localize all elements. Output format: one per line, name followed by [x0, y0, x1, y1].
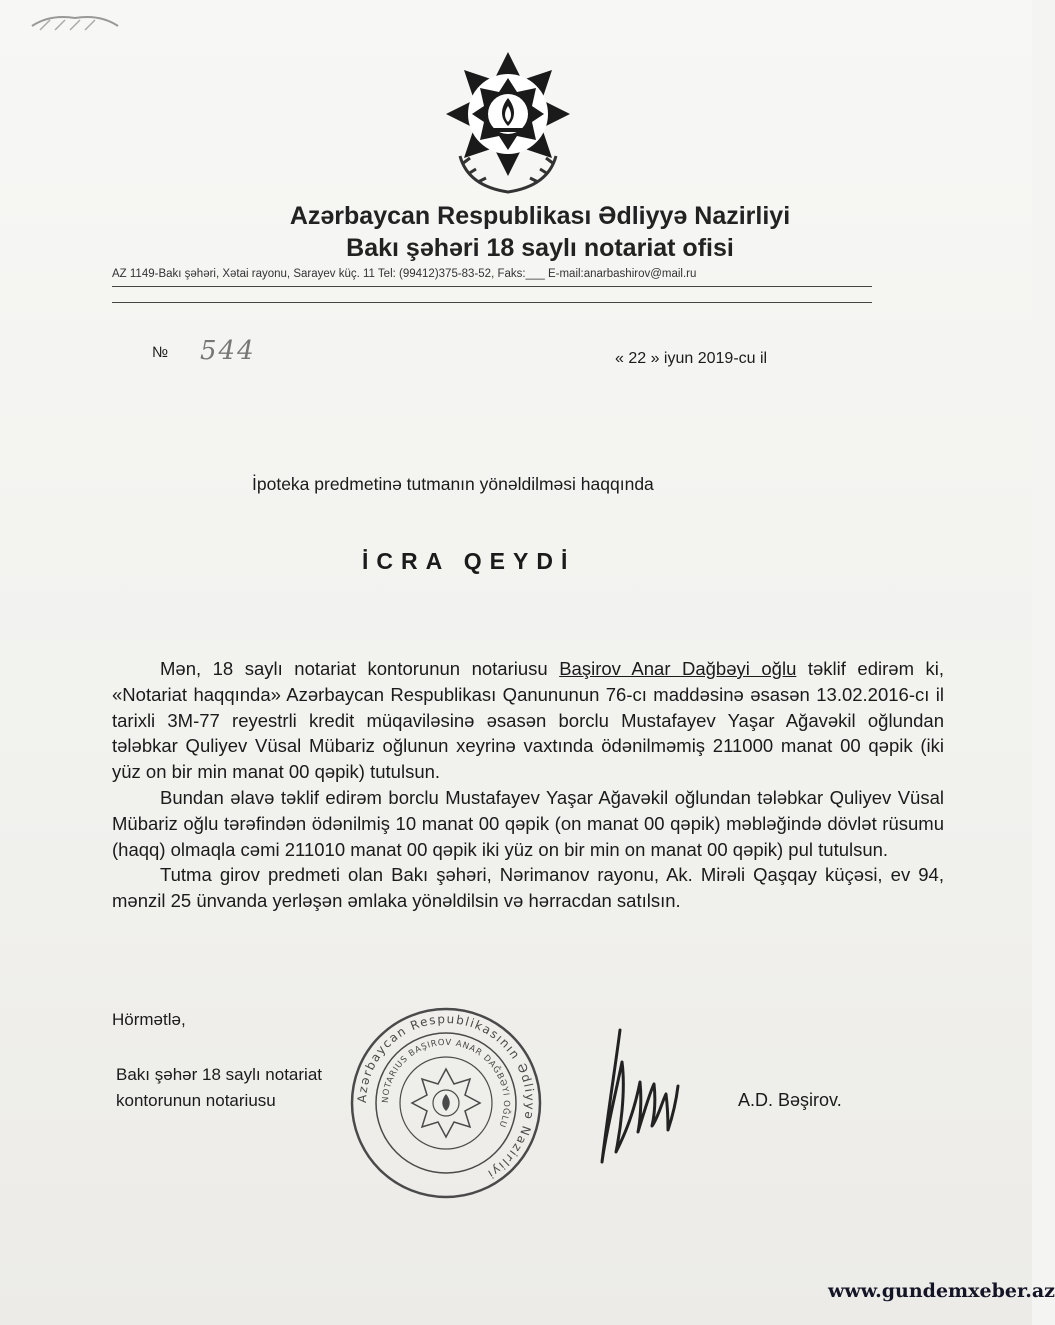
role-line-1: Bakı şəhər 18 saylı notariat	[116, 1065, 323, 1084]
address-line: AZ 1149-Bakı şəhəri, Xətai rayonu, Sarayev küç. 11 Tel: (99412)375-83-52, Faks:___ E-mail:anarbashirov@mail.ru	[112, 268, 697, 280]
seal-inner-text: NOTARIUS BAŞIROV ANAR DAĞBƏYI OĞLU	[380, 1037, 512, 1130]
p1-text-b: təklif edirəm ki, «Notariat haqqında» Azərbaycan Respublikası Qanununun 76-cı maddəsinə əsasən 13.02.2016-cı il tarixli 3M-77 reyestrli kredit müqaviləsinə əsasən borclu Mustafayev Yaşar Ağavəkil oğlundan tələbkar Quliyev Vüsal Mübariz oğlunun xeyrinə vaxtında ödənilməmiş 211000 manat 00 qəpik (iki yüz on bir min manat 00 qəpik) tutulsun.	[112, 658, 944, 783]
header-divider-1	[112, 286, 872, 287]
state-emblem-icon	[438, 46, 578, 196]
role-line-2: kontorunun notariusu	[116, 1091, 276, 1110]
number-label: №	[152, 344, 169, 361]
body-paragraph-3: Tutma girov predmeti olan Bakı şəhəri, Nərimanov rayonu, Ak. Mirəli Qaşqay küçəsi, ev 94, mənzil 25 ünvanda yerləşən əmlaka yönəldilsin və hərracdan satılsın.	[112, 864, 944, 912]
registration-number: 544	[200, 336, 256, 366]
org-title-line1: Azərbaycan Respublikası Ədliyyə Nazirliyi	[289, 202, 791, 230]
corner-ornament	[30, 12, 120, 34]
document-subject: İpoteka predmetinə tutmanın yönəldilməsi haqqında	[252, 474, 654, 494]
closing-salutation: Hörmətlə,	[112, 1010, 186, 1029]
signatory-role	[116, 1062, 322, 1114]
notary-seal-stamp	[346, 1006, 546, 1200]
document-date: « 22 » iyun 2019-cu il	[615, 350, 768, 367]
header-divider-2	[112, 302, 872, 303]
org-title-line2: Bakı şəhəri 18 saylı notariat ofisi	[346, 234, 734, 262]
seal-outer-text: Azərbaycan Respublikasının Ədliyyə Nazirliyi	[354, 1011, 538, 1182]
site-watermark: www.gundemxeber.az	[828, 1280, 1055, 1302]
body-paragraph-2: Bundan əlavə təklif edirəm borclu Mustafayev Yaşar Ağavəkil oğlundan tələbkar Quliyev Vüsal Mübariz oğlu tərəfindən ödənilmiş 10 manat 00 qəpik (on manat 00 qəpik) məbləğində dövlət rüsumu (haqq) olmaqla cəmi 211010 manat 00 qəpik iki yüz on bir min on manat 00 qəpik) pul tutulsun.	[112, 786, 944, 860]
handwritten-signature	[586, 1022, 696, 1172]
organization-title	[200, 200, 880, 264]
signatory-name: A.D. Bəşirov.	[738, 1090, 842, 1110]
body-paragraph-1	[112, 656, 944, 785]
document-body	[112, 656, 944, 914]
document-title: İCRA QEYDİ	[362, 548, 576, 574]
p1-text-a: Mən, 18 saylı notariat kontorunun notariusu	[160, 658, 560, 679]
seal-emblem-icon	[412, 1069, 480, 1137]
notary-name: Başirov Anar Dağbəyi oğlu	[559, 658, 797, 679]
